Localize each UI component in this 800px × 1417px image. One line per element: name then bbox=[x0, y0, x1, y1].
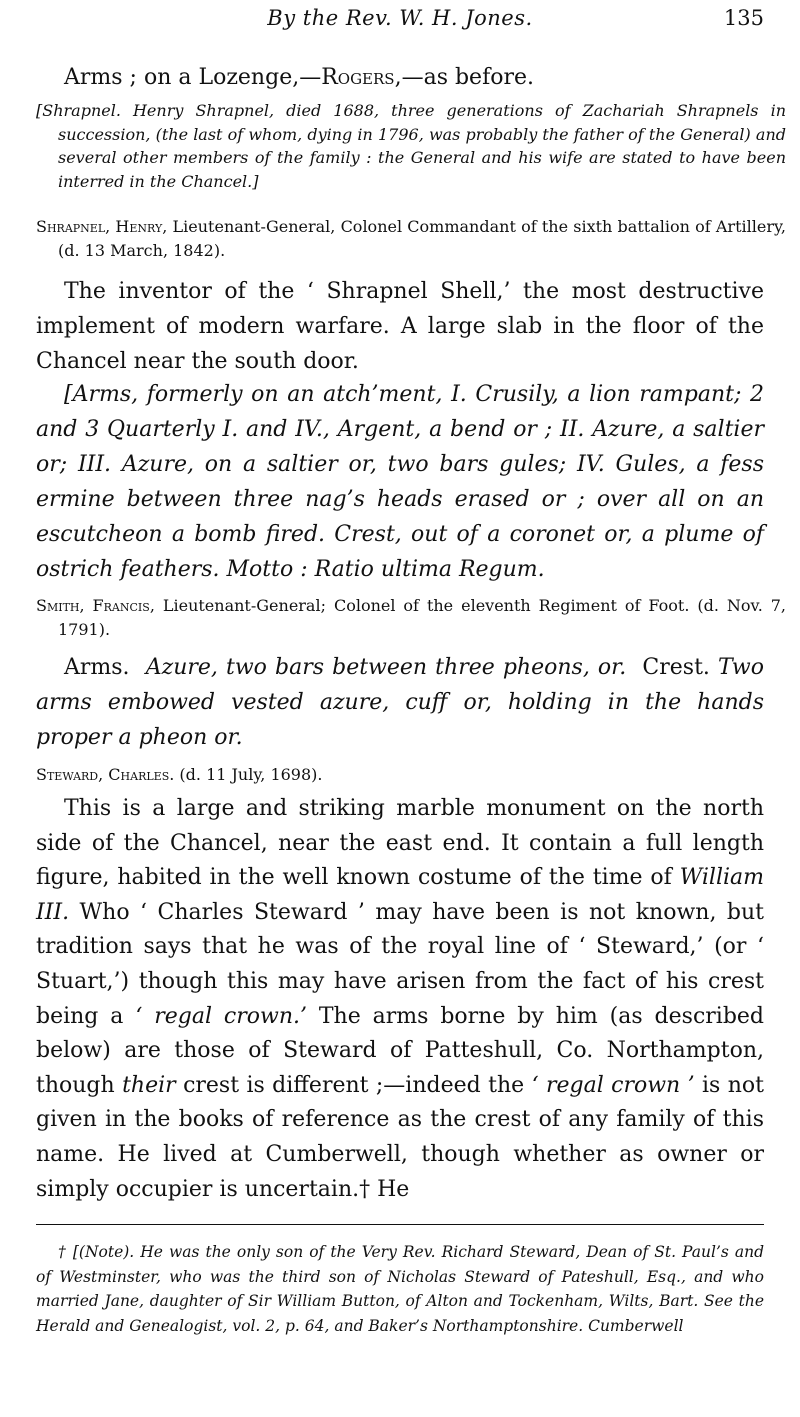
smith-entry-name: Smith, Francis bbox=[36, 596, 150, 615]
steward-regal-crown-2: ‘ regal crown ’ bbox=[531, 1072, 695, 1098]
shrapnel-entry-name: Shrapnel, Henry bbox=[36, 217, 163, 236]
smith-arms bbox=[36, 650, 764, 755]
smith-crest-label: Crest. bbox=[642, 655, 710, 680]
smith-crest: Two arms embowed vested azure, cuff or, holding in the hands proper a pheon or. bbox=[36, 655, 764, 750]
steward-text-4: crest is different ;—indeed the bbox=[175, 1072, 532, 1098]
smith-arms-label: Arms. bbox=[64, 655, 130, 680]
shrapnel-description: The inventor of the ‘ Shrapnel Shell,’ the most destructive implement of modern warfare. A large slab in the floor of the Chancel near the south door. bbox=[36, 279, 764, 374]
steward-entry-rest: (d. 11 July, 1698). bbox=[174, 765, 323, 784]
smith-entry-rest: , Lieutenant-General; Colonel of the eleventh Regiment of Foot. (d. Nov. 7, 1791). bbox=[58, 596, 787, 639]
steward-entry bbox=[36, 763, 764, 787]
shrapnel-entry bbox=[36, 215, 786, 263]
footnote: † [(Note). He was the only son of the Very Rev. Richard Steward, Dean of St. Paul’s and of Westminster, who was the third son of Nicholas Steward of Pateshull, Esq., and who married Jane, daughter of Sir William Button, of Alton and Tockenham, Wilts, Bart. See the Herald and Genealogist, vol. 2, p. 64, and Baker’s Northamptonshire. Cumberwell bbox=[36, 1243, 764, 1335]
rogers-name: Rogers bbox=[321, 65, 395, 90]
steward-william: William III. bbox=[36, 865, 764, 925]
rogers-arms-suffix: ,—as before. bbox=[394, 65, 534, 90]
steward-text-5: is not given in the books of reference as the crest of any family of this name. He lived at Cumberwell, though whether as owner or simply occupier is uncertain.† He bbox=[36, 1072, 764, 1202]
shrapnel-entry-rest: , Lieutenant-General, Colonel Commandant of the sixth battalion of Artillery, (d. 13 March, 1842). bbox=[58, 217, 786, 260]
steward-description bbox=[36, 792, 764, 1207]
shrapnel-note: [Shrapnel. Henry Shrapnel, died 1688, three generations of Zachariah Shrapnels in succession, (the last of whom, dying in 1796, was probably the father of the General) and several other members of the family : the General and his wife are stated to have been interred in the Chancel.] bbox=[36, 101, 786, 191]
smith-arms-blazon: Azure, two bars between three pheons, or. bbox=[145, 655, 627, 680]
steward-regal-crown-1: ‘ regal crown.’ bbox=[135, 1003, 307, 1029]
page-header bbox=[36, 6, 764, 38]
page-number: 135 bbox=[723, 6, 764, 30]
shrapnel-arms: [Arms, formerly on an atch’ment, I. Crusily, a lion rampant; 2 and 3 Quarterly I. and IV., Argent, a bend or ; II. Azure, a saltier or; III. Azure, on a saltier or, two bars gules; IV. Gules, a fess ermine between three nag’s heads erased or ; over all on an escutcheon a bomb fired. Crest, out of a coronet or, a plume of ostrich feathers. Motto : Ratio ultima Regum. bbox=[36, 382, 764, 582]
steward-their: their bbox=[122, 1072, 176, 1098]
rogers-arms-prefix: Arms ; on a Lozenge,— bbox=[64, 65, 322, 90]
steward-text-2: Who ‘ Charles Steward ’ may have been is not known, but tradition says that he was of the royal line of ‘ Steward,’ (or ‘ Stuart,’) though this may have arisen from the fact of his crest being a bbox=[36, 899, 764, 1029]
steward-text-1: This is a large and striking marble monument on the north side of the Chancel, near the east end. It contain a full length figure, habited in the well known costume of the time of bbox=[36, 796, 764, 891]
footnote-rule bbox=[36, 1224, 764, 1225]
running-head: By the Rev. W. H. Jones. bbox=[267, 6, 533, 30]
steward-text-3: The arms borne by him (as described below) are those of Steward of Patteshull, Co. Northampton, though bbox=[36, 1003, 765, 1098]
steward-entry-name: Steward, Charles. bbox=[36, 765, 175, 784]
smith-entry bbox=[36, 594, 786, 642]
rogers-arms-line bbox=[36, 60, 764, 95]
